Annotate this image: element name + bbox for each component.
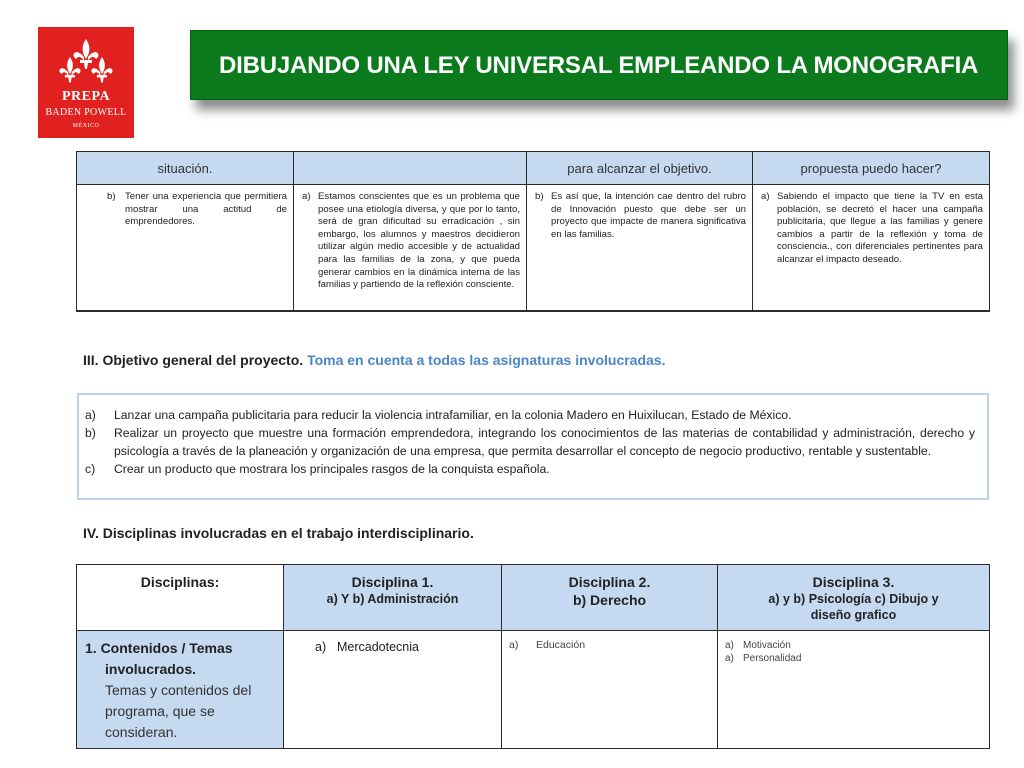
header-blank xyxy=(294,152,527,185)
section-3-title: III. Objetivo general del proyecto. xyxy=(83,352,304,368)
list-item xyxy=(85,406,975,424)
header-disciplina-1 xyxy=(284,565,502,631)
table-cell xyxy=(77,185,294,311)
row-label-cell xyxy=(77,631,284,749)
fleur-de-lis-icon xyxy=(56,35,116,89)
discipline-subjects: a) Y b) Administración xyxy=(326,592,459,606)
table-cell xyxy=(294,185,527,311)
list-item xyxy=(725,652,989,665)
title-banner xyxy=(190,30,1008,100)
discipline-subjects: b) Derecho xyxy=(572,592,647,608)
school-logo xyxy=(38,27,134,138)
item-text: Personalidad xyxy=(743,653,802,664)
row-title: 1. Contenidos / Temas xyxy=(85,640,233,656)
discipline-title: Disciplina 2. xyxy=(568,574,651,590)
item-label: a) xyxy=(509,639,519,651)
logo-city: MÉXICO xyxy=(72,123,100,129)
list-item xyxy=(315,640,501,654)
discipline-title: Disciplina 1. xyxy=(351,574,434,590)
page-title: DIBUJANDO UNA LEY UNIVERSAL EMPLEANDO LA MONOGRAFIA xyxy=(219,52,979,79)
item-text: Mercadotecnia xyxy=(337,640,419,654)
item-text: Sabiendo el impacto que tiene la TV en esta población, se decretó el hacer una campaña publicitaria, que llegue a las familias y genere cambios a partir de la reflexión y toma de consciencia., con diferenciales pertinentes para alcanzar el impacto deseado. xyxy=(777,191,983,265)
header-propuesta: propuesta puedo hacer? xyxy=(753,152,990,185)
logo-name: PREPA xyxy=(61,89,111,104)
section-3-accent: Toma en cuenta a todas las asignaturas involucradas. xyxy=(307,352,666,368)
item-text: Crear un producto que mostrara los principales rasgos de la conquista española. xyxy=(114,462,550,476)
section-3-heading xyxy=(83,352,665,368)
header-disciplinas: Disciplinas: xyxy=(77,565,284,631)
table-cell xyxy=(502,631,718,749)
table-cell xyxy=(718,631,990,749)
item-text: Realizar un proyecto que muestre una formación emprendedora, integrando los conocimientos de las materias de contabilidad y administración, derecho y psicología a través de la planeación y organización de una empresa, que permita desarrollar el concepto de negocio productivo, rentable y sustentable. xyxy=(114,426,975,458)
discipline-subjects: a) y b) Psicología c) Dibujo y diseño grafico xyxy=(768,592,939,622)
section-4-heading: IV. Disciplinas involucradas en el trabajo interdisciplinario. xyxy=(83,525,474,541)
logo-subtitle: BADEN POWELL xyxy=(45,107,127,118)
header-disciplina-3 xyxy=(718,565,990,631)
header-objetivo: para alcanzar el objetivo. xyxy=(527,152,753,185)
item-label: a) xyxy=(725,653,734,664)
item-label: a) xyxy=(85,408,96,422)
table-cell xyxy=(527,185,753,311)
discipline-title: Disciplina 3. xyxy=(812,574,895,590)
item-text: Motivación xyxy=(743,640,791,651)
item-label: a) xyxy=(761,191,770,202)
list-item xyxy=(85,460,975,478)
item-label: a) xyxy=(725,640,734,651)
table-row xyxy=(77,185,990,311)
item-label: b) xyxy=(85,426,96,440)
row-title-2: involucrados. xyxy=(105,661,197,677)
objectives-box xyxy=(77,393,989,500)
item-text: Lanzar una campaña publicitaria para reducir la violencia intrafamiliar, en la colonia Madero en Huixilucan, Estado de México. xyxy=(114,408,792,422)
header-disciplina-2 xyxy=(502,565,718,631)
disciplines-table xyxy=(76,564,990,749)
table-cell xyxy=(284,631,502,749)
header-situacion: situación. xyxy=(77,152,294,185)
item-text: Es así que, la intención cae dentro del rubro de Innovación puesto que debe ser un proyecto que impacte de manera significativa en las familias. xyxy=(551,191,746,240)
list-item xyxy=(725,639,989,652)
item-label: a) xyxy=(315,640,327,654)
item-text: Estamos conscientes que es un problema que posee una etiología diversa, y que por lo tanto, será de gran dificultad su erradicación , sin embargo, los alumnos y maestros decidieron utilizar algún medio accesible y de actualidad para las familias de la zona, y que pueda generar cambios en la dinámica interna de las familias y partiendo de la reflexión consciente. xyxy=(318,191,520,291)
situation-table xyxy=(76,151,990,312)
table-row xyxy=(77,631,990,749)
item-text: Tener una experiencia que permitiera mostrar una actitud de emprendedores. xyxy=(125,191,287,228)
item-label: b) xyxy=(535,191,544,202)
item-text: Educación xyxy=(536,639,586,651)
item-label: a) xyxy=(302,191,311,202)
table-header-row xyxy=(77,565,990,631)
item-label: b) xyxy=(107,191,116,202)
list-item xyxy=(509,639,717,651)
item-label: c) xyxy=(85,462,96,476)
table-cell xyxy=(753,185,990,311)
list-item xyxy=(85,424,975,460)
row-description: Temas y contenidos del programa, que se consideran. xyxy=(105,682,252,740)
table-header-row xyxy=(77,152,990,185)
